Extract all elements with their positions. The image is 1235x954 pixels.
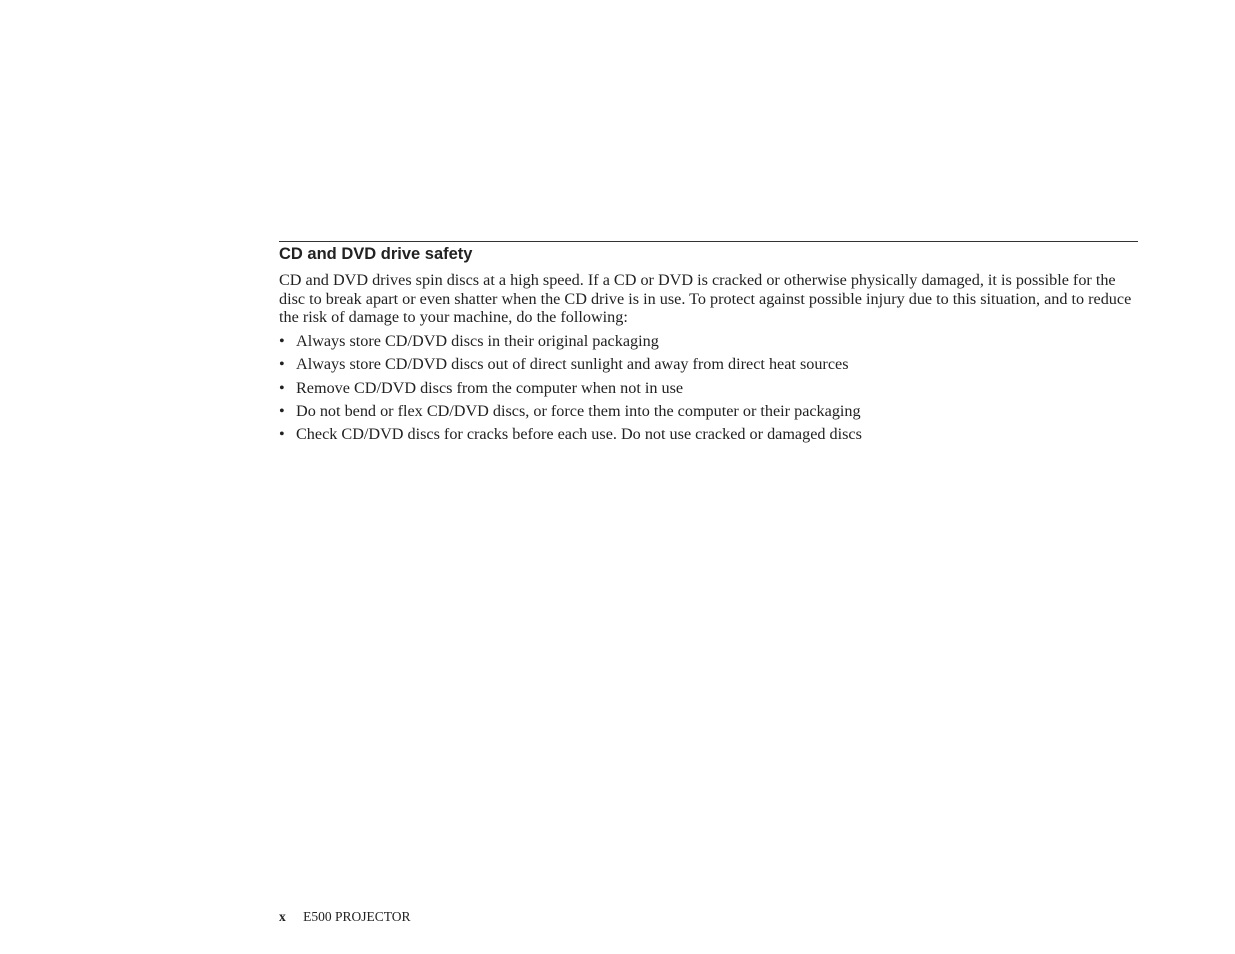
- bullet-icon: •: [279, 355, 285, 374]
- list-item-text: Do not bend or flex CD/DVD discs, or force them into the computer or their packaging: [296, 401, 861, 420]
- page-footer: [279, 909, 411, 925]
- list-item: [279, 424, 1139, 444]
- page-number: x: [279, 909, 286, 924]
- bullet-icon: •: [279, 401, 285, 420]
- list-item-text: Check CD/DVD discs for cracks before each use. Do not use cracked or damaged discs: [296, 425, 862, 444]
- list-item-text: Always store CD/DVD discs in their original packaging: [296, 332, 659, 350]
- intro-paragraph: CD and DVD drives spin discs at a high speed. If a CD or DVD is cracked or otherwise physically damaged, it is possible for the disc to break apart or even shatter when the CD drive is in use. To protect against possible injury due to this situation, and to reduce the risk of damage to your machine, do the following:: [279, 271, 1132, 326]
- bullet-icon: •: [279, 332, 285, 350]
- section-divider: [279, 241, 1138, 242]
- bullet-icon: •: [279, 425, 285, 444]
- safety-list: [279, 331, 1139, 447]
- section-heading: CD and DVD drive safety: [279, 245, 473, 263]
- document-title: E500 PROJECTOR: [303, 909, 411, 924]
- list-item-text: Remove CD/DVD discs from the computer when not in use: [296, 378, 684, 397]
- bullet-icon: •: [279, 378, 285, 397]
- list-item: [279, 401, 1139, 421]
- list-item: [279, 354, 1139, 374]
- list-item-text: Always store CD/DVD discs out of direct sunlight and away from direct heat sources: [296, 355, 849, 374]
- list-item: [279, 331, 1139, 351]
- list-item: [279, 378, 1139, 398]
